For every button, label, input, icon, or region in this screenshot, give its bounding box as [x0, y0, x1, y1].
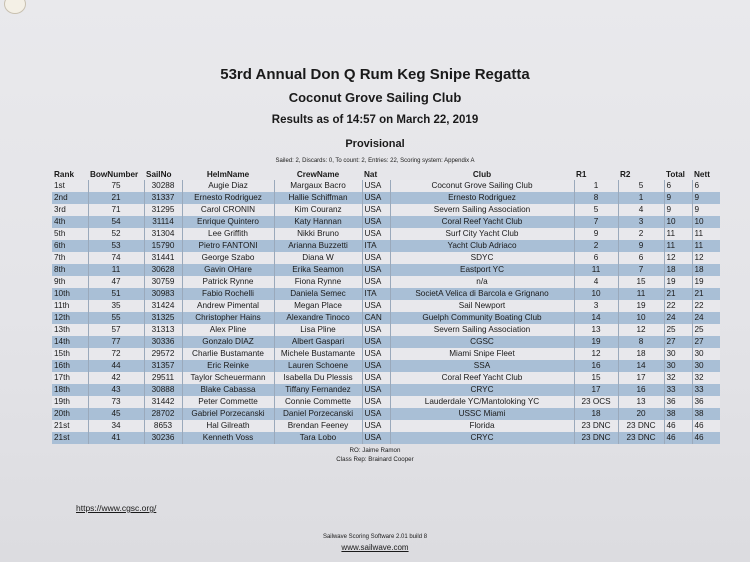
cell-crew-name: Kim Couranz: [274, 204, 362, 216]
cell-r1: 1: [574, 180, 618, 192]
table-row: [52, 276, 720, 288]
results-table: [52, 168, 720, 444]
cell-r2: 15: [618, 276, 664, 288]
cell-rank: 1st: [52, 180, 88, 192]
cell-r2: 19: [618, 300, 664, 312]
cell-rank: 11th: [52, 300, 88, 312]
cell-r2: 20: [618, 408, 664, 420]
cell-crew-name: Isabella Du Plessis: [274, 372, 362, 384]
cell-rank: 21st: [52, 432, 88, 444]
cell-club: Lauderdale YC/Mantoloking YC: [390, 396, 574, 408]
cell-club: Severn Sailing Association: [390, 324, 574, 336]
cell-nat: USA: [362, 396, 390, 408]
cell-total: 32: [664, 372, 692, 384]
cell-sail-no: 30759: [144, 276, 182, 288]
cell-bow-number: 44: [88, 360, 144, 372]
cell-crew-name: Lauren Schoene: [274, 360, 362, 372]
cell-sail-no: 15790: [144, 240, 182, 252]
cell-rank: 5th: [52, 228, 88, 240]
software-credit: Sailwave Scoring Software 2.01 build 8: [322, 534, 428, 540]
cell-nat: USA: [362, 372, 390, 384]
cell-helm-name: Gonzalo DIAZ: [182, 336, 274, 348]
cell-bow-number: 11: [88, 264, 144, 276]
cell-bow-number: 43: [88, 384, 144, 396]
cell-r2: 6: [618, 252, 664, 264]
cell-r1: 2: [574, 240, 618, 252]
class-rep: Class Rep: Brainard Cooper: [336, 456, 414, 463]
cell-nett: 21: [692, 288, 720, 300]
cell-crew-name: Fiona Rynne: [274, 276, 362, 288]
cell-r1: 23 OCS: [574, 396, 618, 408]
cell-total: 6: [664, 180, 692, 192]
cell-nett: 27: [692, 336, 720, 348]
cell-bow-number: 51: [88, 288, 144, 300]
club-link[interactable]: https://www.cgsc.org/: [76, 503, 157, 513]
cell-bow-number: 73: [88, 396, 144, 408]
cell-club: CRYC: [390, 432, 574, 444]
cell-r2: 8: [618, 336, 664, 348]
cell-r2: 23 DNC: [618, 420, 664, 432]
cell-total: 12: [664, 252, 692, 264]
cell-helm-name: Andrew Pimental: [182, 300, 274, 312]
cell-nett: 6: [692, 180, 720, 192]
cell-nat: USA: [362, 336, 390, 348]
cell-bow-number: 74: [88, 252, 144, 264]
cell-nett: 10: [692, 216, 720, 228]
race-officer: RO: Jaime Ramon: [349, 447, 401, 454]
cell-r2: 13: [618, 396, 664, 408]
cell-rank: 13th: [52, 324, 88, 336]
cell-total: 22: [664, 300, 692, 312]
cell-sail-no: 31441: [144, 252, 182, 264]
cell-r1: 12: [574, 348, 618, 360]
cell-club: CGSC: [390, 336, 574, 348]
cell-nett: 24: [692, 312, 720, 324]
table-row: [52, 264, 720, 276]
cell-nett: 38: [692, 408, 720, 420]
cell-total: 21: [664, 288, 692, 300]
cell-helm-name: Patrick Rynne: [182, 276, 274, 288]
col-nat: Nat: [364, 169, 378, 179]
cell-bow-number: 41: [88, 432, 144, 444]
cell-nat: USA: [362, 228, 390, 240]
cell-club: SSA: [390, 360, 574, 372]
cell-r1: 15: [574, 372, 618, 384]
cell-r1: 8: [574, 192, 618, 204]
cell-nett: 46: [692, 420, 720, 432]
cell-r2: 12: [618, 324, 664, 336]
cell-crew-name: Megan Place: [274, 300, 362, 312]
scoring-summary: Sailed: 2, Discards: 0, To count: 2, Entries: 22, Scoring system: Appendix A: [275, 158, 475, 164]
cell-crew-name: Brendan Feeney: [274, 420, 362, 432]
table-row: [52, 228, 720, 240]
cell-rank: 19th: [52, 396, 88, 408]
cell-rank: 9th: [52, 276, 88, 288]
cell-crew-name: Michele Bustamante: [274, 348, 362, 360]
cell-bow-number: 34: [88, 420, 144, 432]
cell-r1: 16: [574, 360, 618, 372]
cell-r1: 9: [574, 228, 618, 240]
results-timestamp: Results as of 14:57 on March 22, 2019: [271, 114, 479, 126]
cell-r1: 5: [574, 204, 618, 216]
cell-bow-number: 47: [88, 276, 144, 288]
punch-hole: [4, 0, 26, 14]
cell-nat: USA: [362, 360, 390, 372]
cell-nat: USA: [362, 300, 390, 312]
cell-nett: 11: [692, 228, 720, 240]
cell-bow-number: 21: [88, 192, 144, 204]
col-club: Club: [472, 169, 492, 179]
cell-nat: CAN: [362, 312, 390, 324]
cell-helm-name: Peter Commette: [182, 396, 274, 408]
cell-sail-no: 30288: [144, 180, 182, 192]
regatta-title: 53rd Annual Don Q Rum Keg Snipe Regatta: [220, 66, 530, 83]
cell-r2: 23 DNC: [618, 432, 664, 444]
cell-total: 11: [664, 228, 692, 240]
cell-bow-number: 77: [88, 336, 144, 348]
col-rank: Rank: [54, 169, 75, 179]
cell-r2: 3: [618, 216, 664, 228]
cell-r1: 6: [574, 252, 618, 264]
cell-nett: 18: [692, 264, 720, 276]
cell-club: Yacht Club Adriaco: [390, 240, 574, 252]
cell-nett: 25: [692, 324, 720, 336]
cell-bow-number: 53: [88, 240, 144, 252]
cell-r2: 11: [618, 288, 664, 300]
provisional-label: Provisional: [345, 138, 405, 150]
cell-r1: 14: [574, 312, 618, 324]
cell-nat: ITA: [362, 240, 390, 252]
cell-helm-name: Eric Reinke: [182, 360, 274, 372]
cell-rank: 4th: [52, 216, 88, 228]
cell-helm-name: Fabio Rochelli: [182, 288, 274, 300]
cell-crew-name: Diana W: [274, 252, 362, 264]
cell-nat: USA: [362, 324, 390, 336]
cell-nat: USA: [362, 348, 390, 360]
cell-rank: 18th: [52, 384, 88, 396]
cell-sail-no: 30888: [144, 384, 182, 396]
cell-helm-name: Carol CRONIN: [182, 204, 274, 216]
cell-total: 27: [664, 336, 692, 348]
cell-r2: 17: [618, 372, 664, 384]
cell-nett: 9: [692, 192, 720, 204]
cell-nat: USA: [362, 432, 390, 444]
cell-crew-name: Arianna Buzzetti: [274, 240, 362, 252]
cell-nett: 46: [692, 432, 720, 444]
cell-crew-name: Albert Gaspari: [274, 336, 362, 348]
cell-helm-name: Alex Pline: [182, 324, 274, 336]
cell-helm-name: Lee Griffith: [182, 228, 274, 240]
table-row: [52, 384, 720, 396]
col-r1: R1: [576, 169, 587, 179]
cell-total: 36: [664, 396, 692, 408]
cell-rank: 15th: [52, 348, 88, 360]
cell-crew-name: Hallie Schiffman: [274, 192, 362, 204]
cell-r1: 19: [574, 336, 618, 348]
col-helmname: HelmName: [206, 169, 250, 179]
cell-sail-no: 31357: [144, 360, 182, 372]
cell-nett: 11: [692, 240, 720, 252]
cell-club: CRYC: [390, 384, 574, 396]
table-row: [52, 348, 720, 360]
cell-r2: 10: [618, 312, 664, 324]
cell-r1: 18: [574, 408, 618, 420]
cell-sail-no: 31114: [144, 216, 182, 228]
cell-total: 24: [664, 312, 692, 324]
table-row: [52, 216, 720, 228]
cell-total: 33: [664, 384, 692, 396]
cell-sail-no: 30628: [144, 264, 182, 276]
cell-total: 30: [664, 360, 692, 372]
cell-nat: USA: [362, 216, 390, 228]
cell-helm-name: Pietro FANTONI: [182, 240, 274, 252]
cell-total: 9: [664, 204, 692, 216]
cell-bow-number: 35: [88, 300, 144, 312]
table-row: [52, 192, 720, 204]
cell-sail-no: 29511: [144, 372, 182, 384]
table-row: [52, 300, 720, 312]
table-row: [52, 312, 720, 324]
cell-helm-name: Augie Diaz: [182, 180, 274, 192]
col-crewname: CrewName: [296, 169, 340, 179]
cell-club: USSC Miami: [390, 408, 574, 420]
cell-rank: 21st: [52, 420, 88, 432]
cell-nett: 9: [692, 204, 720, 216]
cell-rank: 7th: [52, 252, 88, 264]
cell-sail-no: 31304: [144, 228, 182, 240]
cell-helm-name: Charlie Bustamante: [182, 348, 274, 360]
cell-bow-number: 55: [88, 312, 144, 324]
cell-sail-no: 31325: [144, 312, 182, 324]
cell-total: 18: [664, 264, 692, 276]
cell-r1: 7: [574, 216, 618, 228]
cell-rank: 17th: [52, 372, 88, 384]
table-header-row: [52, 168, 720, 180]
cell-nat: USA: [362, 204, 390, 216]
cell-bow-number: 72: [88, 348, 144, 360]
table-row: [52, 396, 720, 408]
cell-r1: 13: [574, 324, 618, 336]
cell-nat: ITA: [362, 288, 390, 300]
cell-rank: 8th: [52, 264, 88, 276]
cell-rank: 10th: [52, 288, 88, 300]
cell-total: 9: [664, 192, 692, 204]
software-link[interactable]: www.sailwave.com: [341, 543, 409, 552]
cell-helm-name: Enrique Quintero: [182, 216, 274, 228]
col-bownumber: BowNumber: [90, 169, 139, 179]
cell-r2: 5: [618, 180, 664, 192]
cell-sail-no: 28702: [144, 408, 182, 420]
cell-bow-number: 57: [88, 324, 144, 336]
cell-club: Surf City Yacht Club: [390, 228, 574, 240]
cell-bow-number: 54: [88, 216, 144, 228]
cell-club: Sail Newport: [390, 300, 574, 312]
cell-nat: USA: [362, 252, 390, 264]
cell-sail-no: 31313: [144, 324, 182, 336]
col-r2: R2: [620, 169, 631, 179]
cell-crew-name: Connie Commette: [274, 396, 362, 408]
cell-helm-name: Kenneth Voss: [182, 432, 274, 444]
cell-helm-name: Hal Gilreath: [182, 420, 274, 432]
table-row: [52, 408, 720, 420]
cell-nat: USA: [362, 408, 390, 420]
cell-nett: 30: [692, 360, 720, 372]
cell-helm-name: George Szabo: [182, 252, 274, 264]
cell-nat: USA: [362, 420, 390, 432]
cell-nat: USA: [362, 192, 390, 204]
cell-club: Miami Snipe Fleet: [390, 348, 574, 360]
cell-r1: 10: [574, 288, 618, 300]
cell-sail-no: 31295: [144, 204, 182, 216]
cell-crew-name: Erika Seamon: [274, 264, 362, 276]
cell-helm-name: Gavin OHare: [182, 264, 274, 276]
cell-nett: 12: [692, 252, 720, 264]
cell-helm-name: Christopher Hains: [182, 312, 274, 324]
cell-crew-name: Margaux Bacro: [274, 180, 362, 192]
cell-club: Eastport YC: [390, 264, 574, 276]
cell-sail-no: 31337: [144, 192, 182, 204]
cell-nat: USA: [362, 384, 390, 396]
cell-r2: 9: [618, 240, 664, 252]
cell-helm-name: Ernesto Rodriguez: [182, 192, 274, 204]
cell-nett: 36: [692, 396, 720, 408]
cell-nett: 19: [692, 276, 720, 288]
cell-rank: 14th: [52, 336, 88, 348]
cell-nett: 33: [692, 384, 720, 396]
cell-r1: 17: [574, 384, 618, 396]
table-row: [52, 420, 720, 432]
cell-r1: 3: [574, 300, 618, 312]
cell-total: 10: [664, 216, 692, 228]
table-row: [52, 360, 720, 372]
col-nett: Nett: [694, 169, 710, 179]
cell-nett: 22: [692, 300, 720, 312]
table-row: [52, 324, 720, 336]
cell-sail-no: 30236: [144, 432, 182, 444]
cell-crew-name: Katy Hannan: [274, 216, 362, 228]
cell-r2: 1: [618, 192, 664, 204]
cell-nett: 32: [692, 372, 720, 384]
cell-r1: 11: [574, 264, 618, 276]
table-row: [52, 180, 720, 192]
cell-total: 11: [664, 240, 692, 252]
cell-sail-no: 8653: [144, 420, 182, 432]
cell-helm-name: Blake Cabassa: [182, 384, 274, 396]
cell-club: Severn Sailing Association: [390, 204, 574, 216]
cell-total: 46: [664, 432, 692, 444]
cell-crew-name: Lisa Pline: [274, 324, 362, 336]
cell-club: Florida: [390, 420, 574, 432]
cell-rank: 16th: [52, 360, 88, 372]
cell-rank: 12th: [52, 312, 88, 324]
cell-rank: 6th: [52, 240, 88, 252]
cell-helm-name: Gabriel Porzecanski: [182, 408, 274, 420]
table-row: [52, 432, 720, 444]
cell-r1: 23 DNC: [574, 432, 618, 444]
cell-total: 38: [664, 408, 692, 420]
cell-bow-number: 75: [88, 180, 144, 192]
cell-sail-no: 29572: [144, 348, 182, 360]
cell-bow-number: 52: [88, 228, 144, 240]
cell-total: 30: [664, 348, 692, 360]
cell-sail-no: 31424: [144, 300, 182, 312]
cell-crew-name: Tiffany Fernandez: [274, 384, 362, 396]
cell-bow-number: 42: [88, 372, 144, 384]
cell-nat: USA: [362, 180, 390, 192]
cell-rank: 3rd: [52, 204, 88, 216]
cell-club: n/a: [390, 276, 574, 288]
cell-crew-name: Tara Lobo: [274, 432, 362, 444]
cell-nat: USA: [362, 264, 390, 276]
cell-sail-no: 30983: [144, 288, 182, 300]
cell-club: Ernesto Rodriguez: [390, 192, 574, 204]
cell-sail-no: 30336: [144, 336, 182, 348]
cell-nett: 30: [692, 348, 720, 360]
table-row: [52, 288, 720, 300]
cell-r1: 23 DNC: [574, 420, 618, 432]
cell-club: Guelph Community Boating Club: [390, 312, 574, 324]
col-total: Total: [666, 169, 685, 179]
cell-helm-name: Taylor Scheuermann: [182, 372, 274, 384]
cell-club: Coconut Grove Sailing Club: [390, 180, 574, 192]
cell-crew-name: Daniel Porzecanski: [274, 408, 362, 420]
cell-r2: 16: [618, 384, 664, 396]
club-title: Coconut Grove Sailing Club: [288, 90, 462, 105]
cell-bow-number: 45: [88, 408, 144, 420]
cell-nat: USA: [362, 276, 390, 288]
table-row: [52, 336, 720, 348]
cell-sail-no: 31442: [144, 396, 182, 408]
cell-total: 19: [664, 276, 692, 288]
cell-r2: 14: [618, 360, 664, 372]
table-row: [52, 372, 720, 384]
cell-club: Coral Reef Yacht Club: [390, 216, 574, 228]
cell-bow-number: 71: [88, 204, 144, 216]
cell-total: 46: [664, 420, 692, 432]
cell-club: Coral Reef Yacht Club: [390, 372, 574, 384]
cell-total: 25: [664, 324, 692, 336]
cell-club: SDYC: [390, 252, 574, 264]
table-row: [52, 240, 720, 252]
cell-rank: 2nd: [52, 192, 88, 204]
cell-crew-name: Alexandre Tinoco: [274, 312, 362, 324]
table-row: [52, 204, 720, 216]
col-sailno: SailNo: [146, 169, 172, 179]
cell-r2: 7: [618, 264, 664, 276]
cell-r2: 18: [618, 348, 664, 360]
cell-r2: 4: [618, 204, 664, 216]
cell-r2: 2: [618, 228, 664, 240]
cell-r1: 4: [574, 276, 618, 288]
cell-rank: 20th: [52, 408, 88, 420]
cell-crew-name: Daniela Semec: [274, 288, 362, 300]
cell-club: SocietA Velica di Barcola e Grignano: [390, 288, 574, 300]
table-row: [52, 252, 720, 264]
cell-crew-name: Nikki Bruno: [274, 228, 362, 240]
